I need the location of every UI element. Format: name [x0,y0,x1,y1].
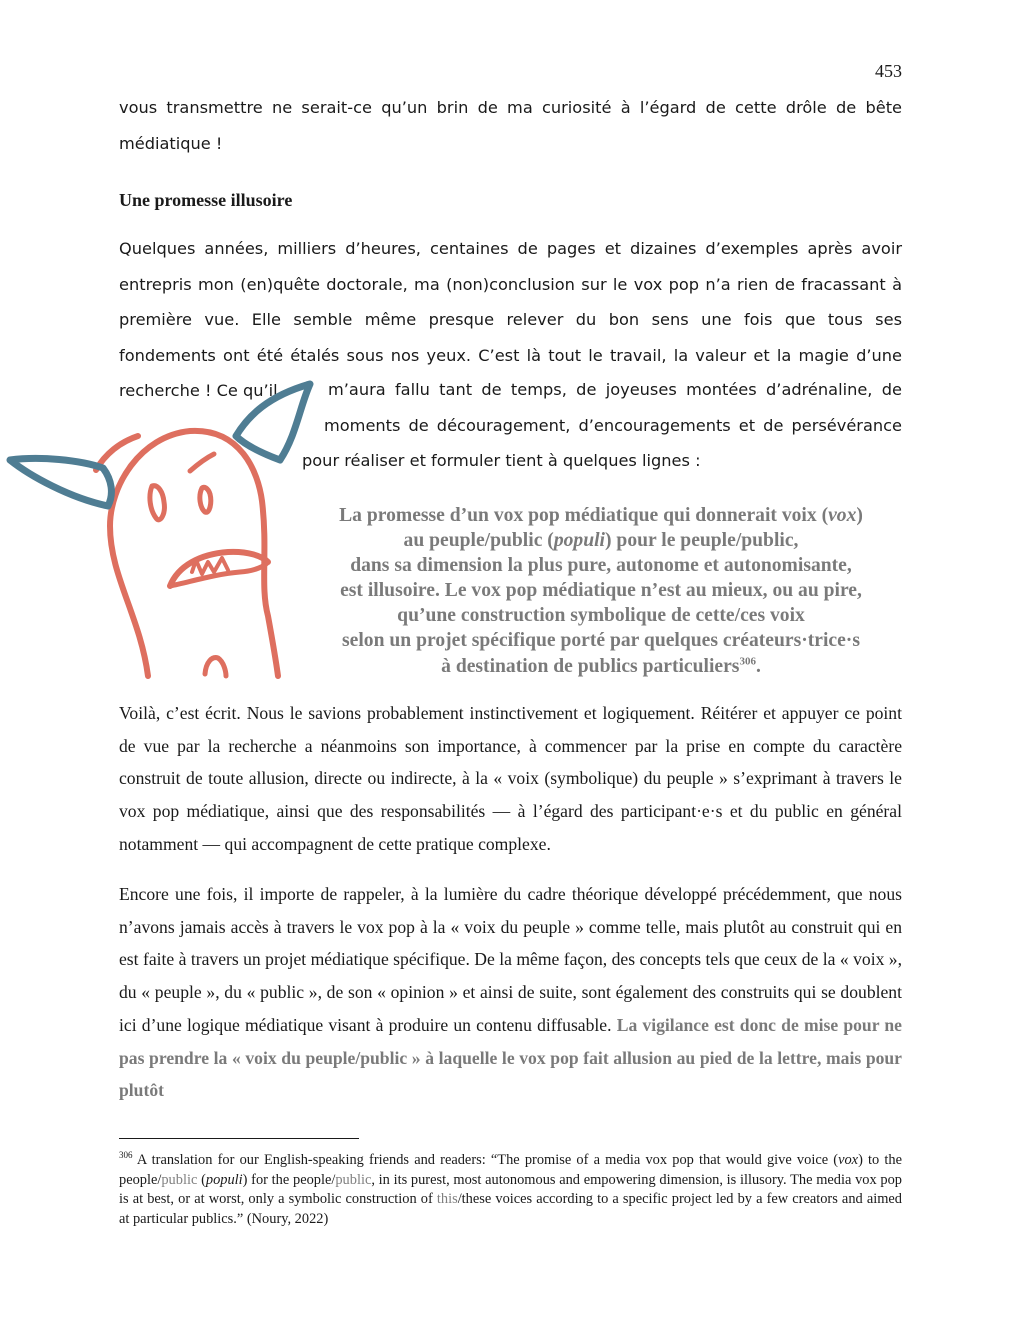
quote-line-6: selon un projet spécifique porté par quelques créateurs·trice·s [342,630,860,652]
footnote-306: $^{306}$ A translation for our English-speaking friends and readers: “The promise of a media vox pop that would give voice (vox) to the people/public (populi) for the people/public, in its purest, most autonomous and empowering dimension, is illusory. The media vox pop is at best, or at worst, only a symbolic construction of this/these voices according to a specific project led by a few creators and aimed at particular publics.” (Noury, 2022) [119,1150,903,1227]
monster-illustration [0,376,320,686]
paragraph-3 [119,878,902,1107]
quote-line-5: qu’une construction symbolique de cette/ces voix [397,605,805,627]
footnote-number: 306 [119,1150,133,1161]
quote-line-3: dans sa dimension la plus pure, autonome et autonomisante, [350,555,852,577]
intro-paragraph: vous transmettre ne serait-ce qu’un brin de ma curiosité à l’égard de cette drôle de bête médiatique ! [119,98,902,153]
page-number: 453 [875,61,902,81]
paragraph-1-wrapped-lines [302,372,902,479]
wrap-line-2: moments de découragement, d’encouragements et de persévérance [324,415,902,435]
quote-line-1: La promesse d’un vox pop médiatique qui donnerait voix (vox) [339,505,863,526]
footnote-reference[interactable]: 306 [739,655,756,668]
quote-line-7: à destination de publics particuliers$^{306}$. [441,655,761,677]
paragraph-1: Quelques années, milliers d’heures, centaines de pages et dizaines d’exemples après avoir entrepris mon (en)quête doctorale, ma (non)conclusion sur le vox pop n’a rien de fracassant à première vue. Elle semble même presque relever du bon sens une fois que tous ses fondements ont été étalés sous nos yeux. C’est là tout le travail, la valeur et la magie d’une recherche ! Ce qu’il [119,239,902,400]
wrap-line-1: m’aura fallu tant de temps, de joyeuses montées d’adrénaline, de [328,380,902,399]
wrap-line-3: pour réaliser et formuler tient à quelques lignes : [302,451,701,470]
quote-line-4: est illusoire. Le vox pop médiatique n’est au mieux, ou au pire, [340,580,862,602]
paragraph-3-emphasis: La vigilance est donc de mise pour ne pas prendre la « voix du peuple/public » à laquelle le vox pop fait allusion au pied de la lettre, mais pour plutôt [119,1014,902,1101]
paragraph-2: Voilà, c’est écrit. Nous le savions probablement instinctivement et logiquement. Réitérer et appuyer ce point de vue par la recherche a néanmoins son importance, à commencer par la prise en compte du caractère construit de toute allusion, directe ou indirecte, à la « voix (symbolique) du peuple » s’exprimant à travers le vox pop médiatique, ainsi que des responsabilités — à l’égard des participant·e·s et du public en général notamment — qui accompagnent de cette pratique complexe. [119,703,902,854]
footnote-divider [119,1138,359,1139]
section-heading: Une promesse illusoire [119,190,293,210]
quote-line-2: au peuple/public (populi) pour le peuple/public, [403,530,799,552]
thesis-quote [300,503,902,679]
paragraph-3-text: Encore une fois, il importe de rappeler, à la lumière du cadre théorique développé précédemment, que nous n’avons jamais accès à travers le vox pop à la « voix du peuple » comme telle, mais plutôt au construit qui en est faite à travers un projet médiatique spécifique. De la même façon, des concepts tels que ceux de la « voix », du « peuple », du « public », de son « opinion » et ainsi de suite, sont également des construits qui se doublent ici d’une logique médiatique visant à produire un contenu diffusable. [119,884,902,1035]
